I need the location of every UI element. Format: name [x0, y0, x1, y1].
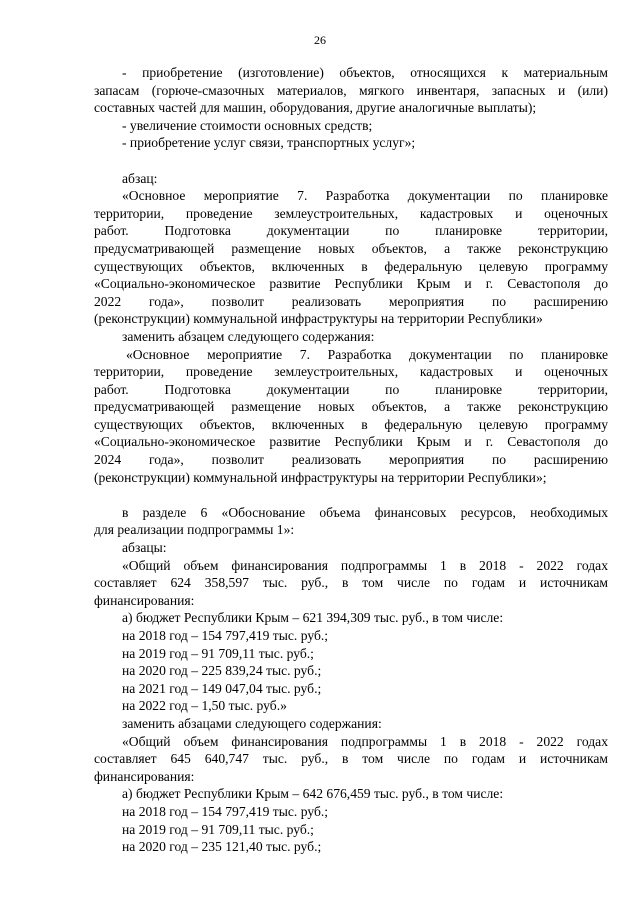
text-line: 2024 года», позволит реализовать мероприятия по расширению: [94, 452, 608, 468]
text-line: составных частей для машин, оборудования, другие аналогичные выплаты);: [94, 100, 537, 116]
text-line: - увеличение стоимости основных средств;: [122, 117, 373, 133]
text-line: финансирования:: [94, 592, 195, 608]
paragraph-gap: [94, 486, 608, 504]
text-line: - приобретение услуг связи, транспортных услуг»;: [122, 135, 416, 151]
text-line: для реализации подпрограммы 1»:: [94, 522, 295, 538]
page-number: 26: [314, 33, 326, 47]
text-line: работ. Подготовка документации по планировке территории,: [94, 381, 608, 397]
text-line: «Общий объем финансирования подпрограммы 1 в 2018 - 2022 годах: [122, 733, 608, 749]
text-line: предусматривающей размещение новых объектов, а также реконструкцию: [94, 240, 608, 256]
text-line: на 2018 год – 154 797,419 тыс. руб.;: [122, 628, 329, 643]
text-line: на 2021 год – 149 047,04 тыс. руб.;: [122, 680, 322, 696]
text-line: (реконструкции) коммунальной инфраструктуры на территории Республики»: [94, 311, 543, 327]
text-line: на 2019 год – 91 709,11 тыс. руб.;: [122, 645, 314, 661]
text-line: запасам (горюче-смазочных материалов, мягкого инвентаря, запасных и (или): [94, 82, 608, 98]
text-line: а) бюджет Республики Крым – 642 676,459 тыс. руб., в том числе:: [122, 786, 504, 802]
text-line: «Основное мероприятие 7. Разработка документации по планировке: [126, 346, 608, 362]
text-line: предусматривающей размещение новых объектов, а также реконструкцию: [94, 399, 608, 415]
text-line: на 2020 год – 235 121,40 тыс. руб.;: [122, 839, 322, 855]
text-line: на 2018 год – 154 797,419 тыс. руб.;: [122, 803, 329, 819]
text-line: «Социально-экономическое развитие Республики Крым и г. Севастополя до: [94, 276, 608, 292]
document-body: [94, 64, 608, 856]
text-line: заменить абзацем следующего содержания:: [122, 328, 375, 344]
text-line: абзацы:: [122, 540, 167, 556]
text-line: а) бюджет Республики Крым – 621 394,309 тыс. руб., в том числе:: [122, 610, 504, 626]
text-line: в разделе 6 «Обоснование объема финансовых ресурсов, необходимых: [122, 504, 608, 520]
text-line: территории, проведение землеустроительных, кадастровых и оценочных: [94, 205, 608, 221]
text-line: (реконструкции) коммунальной инфраструктуры на территории Республики»;: [94, 469, 547, 485]
text-line: 2022 года», позволит реализовать мероприятия по расширению: [94, 293, 608, 309]
text-line: существующих объектов, включенных в федеральную целевую программу: [94, 416, 608, 432]
text-line: - приобретение (изготовление) объектов, относящихся к материальным: [122, 65, 608, 80]
text-line: составляет 645 640,747 тыс. руб., в том числе по годам и источникам: [94, 751, 608, 767]
text-line: на 2022 год – 1,50 тыс. руб.»: [122, 698, 287, 714]
text-line: «Основное мероприятие 7. Разработка документации по планировке: [122, 188, 608, 204]
text-line: абзац:: [122, 170, 158, 186]
text-line: финансирования:: [94, 768, 195, 784]
text-line: составляет 624 358,597 тыс. руб., в том числе по годам и источникам: [94, 575, 608, 591]
text-line: «Общий объем финансирования подпрограммы 1 в 2018 - 2022 годах: [122, 557, 608, 573]
text-line: заменить абзацами следующего содержания:: [122, 715, 382, 731]
text-line: существующих объектов, включенных в федеральную целевую программу: [94, 258, 608, 274]
text-line: на 2019 год – 91 709,11 тыс. руб.;: [122, 821, 314, 837]
text-line: на 2020 год – 225 839,24 тыс. руб.;: [122, 663, 322, 679]
text-line: «Социально-экономическое развитие Республики Крым и г. Севастополя до: [94, 434, 608, 450]
paragraph-gap: [94, 152, 608, 170]
text-line: работ. Подготовка документации по планировке территории,: [94, 223, 608, 239]
text-line: территории, проведение землеустроительных, кадастровых и оценочных: [94, 364, 608, 380]
